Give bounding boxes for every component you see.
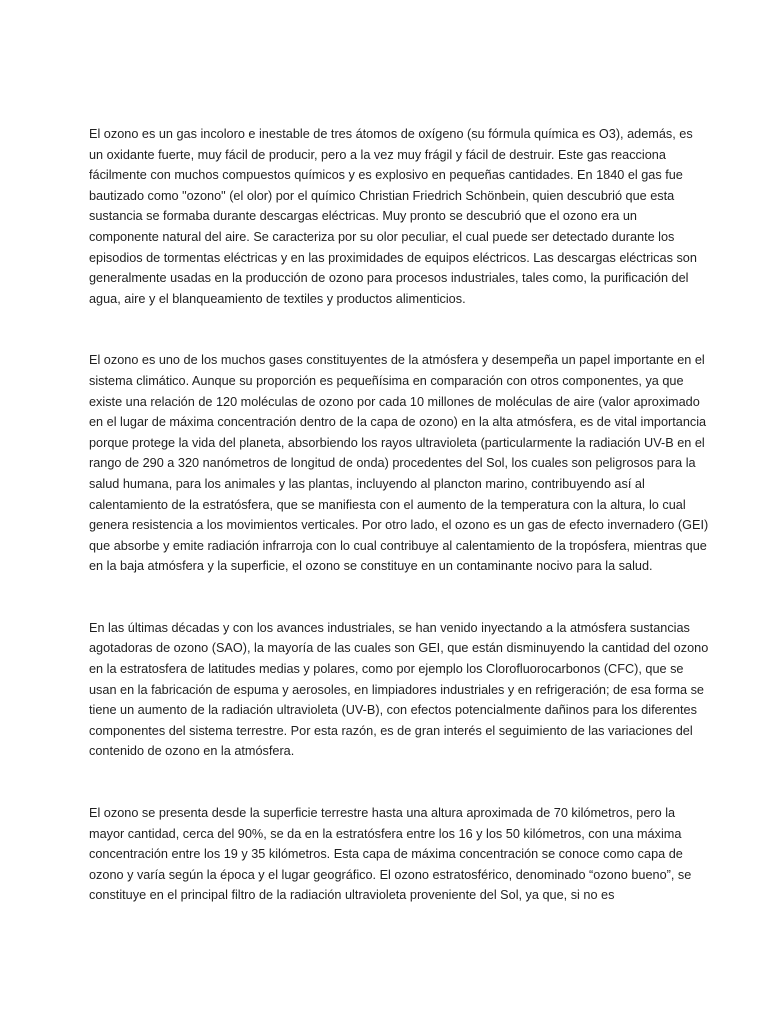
- paragraph-ozone-atmosphere: El ozono es uno de los muchos gases constituyentes de la atmósfera y desempeña un papel importante en el sistema climático. Aunque su proporción es pequeñísima en comparación con otros componentes, ya que existe una relación de 120 moléculas de ozono por cada 10 millones de moléculas de aire (valor aproximado en el lugar de máxima concentración dentro de la capa de ozono) en la alta atmósfera, es de vital importancia porque protege la vida del planeta, absorbiendo los rayos ultravioleta (particularmente la radiación UV-B en el rango de 290 a 320 nanómetros de longitud de onda) procedentes del Sol, los cuales son peligrosos para la salud humana, para los animales y las plantas, incluyendo al plancton marino, contribuyendo así al calentamiento de la estratósfera, que se manifiesta con el aumento de la temperatura con la altura, lo cual genera resistencia a los movimientos verticales. Por otro lado, el ozono es un gas de efecto invernadero (GEI) que absorbe y emite radiación infrarroja con lo cual contribuye al calentamiento de la tropósfera, mientras que en la baja atmósfera y la superficie, el ozono se constituye en un contaminante nocivo para la salud.: [89, 353, 709, 574]
- paragraph-ozone-depletion: En las últimas décadas y con los avances industriales, se han venido inyectando a la atmósfera sustancias agotadoras de ozono (SAO), la mayoría de las cuales son GEI, que están disminuyendo la cantidad del ozono en la estratosfera de latitudes medias y polares, como por ejemplo los Clorofluorocarbonos (CFC), que se usan en la fabricación de espuma y aerosoles, en limpiadores industriales y en refrigeración; de esa forma se tiene un aumento de la radiación ultravioleta (UV-B), con efectos potencialmente dañinos para los diferentes componentes del sistema terrestre. Por esta razón, es de gran interés el seguimiento de las variaciones del contenido de ozono en la atmósfera.: [89, 620, 709, 759]
- document-body: [89, 124, 709, 906]
- paragraph-ozone-distribution: El ozono se presenta desde la superficie terrestre hasta una altura aproximada de 70 kilómetros, pero la mayor cantidad, cerca del 90%, se da en la estratósfera entre los 16 y los 50 kilómetros, con una máxima concentración entre los 19 y 35 kilómetros. Esta capa de máxima concentración se conoce como capa de ozono y varía según la época y el lugar geográfico. El ozono estratosférico, denominado “ozono bueno”, se constituye en el principal filtro de la radiación ultravioleta proveniente del Sol, ya que, si no es: [89, 806, 692, 903]
- paragraph-ozone-definition: El ozono es un gas incoloro e inestable de tres átomos de oxígeno (su fórmula química es O3), además, es un oxidante fuerte, muy fácil de producir, pero a la vez muy frágil y fácil de destruir. Este gas reacciona fácilmente con muchos compuestos químicos y es explosivo en pequeñas cantidades. En 1840 el gas fue bautizado como "ozono" (el olor) por el químico Christian Friedrich Schönbein, quien descubrió que esta sustancia se formaba durante descargas eléctricas. Muy pronto se descubrió que el ozono era un componente natural del aire. Se caracteriza por su olor peculiar, el cual puede ser detectado durante los episodios de tormentas eléctricas y en las proximidades de equipos eléctricos. Las descargas eléctricas son generalmente usadas en la producción de ozono para procesos industriales, tales como, la purificación del agua, aire y el blanqueamiento de textiles y productos alimenticios.: [89, 127, 697, 306]
